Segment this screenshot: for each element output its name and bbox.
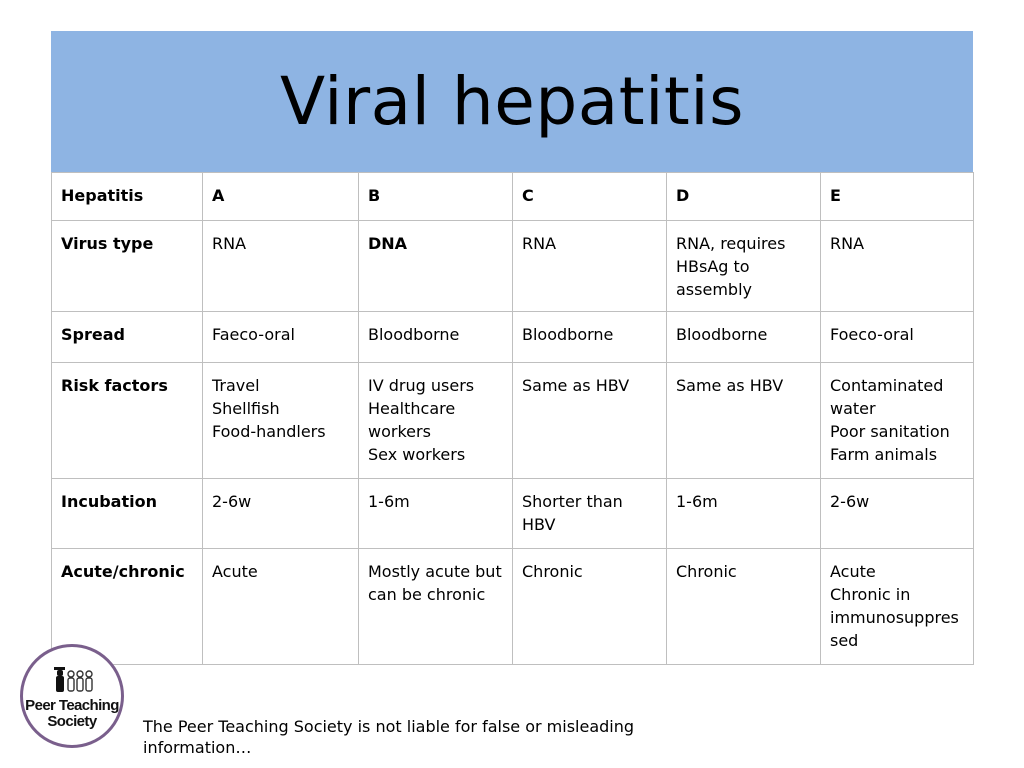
table-cell: 1-6m <box>359 479 513 549</box>
row-label: Risk factors <box>52 363 203 479</box>
table-cell: 2-6w <box>203 479 359 549</box>
table-cell: Same as HBV <box>513 363 667 479</box>
header-cell: E <box>821 173 974 221</box>
logo-text-line2: Society <box>47 713 97 730</box>
table-row <box>52 363 974 479</box>
header-cell: D <box>667 173 821 221</box>
peer-teaching-society-logo <box>20 644 124 748</box>
table-cell: Bloodborne <box>513 312 667 363</box>
table-cell: Travel Shellfish Food-handlers <box>203 363 359 479</box>
row-label: Spread <box>52 312 203 363</box>
header-cell: C <box>513 173 667 221</box>
table-cell: Chronic <box>667 549 821 665</box>
logo-text-line1: Peer Teaching <box>25 697 119 714</box>
table-cell: Foeco-oral <box>821 312 974 363</box>
disclaimer-text: The Peer Teaching Society is not liable for false or misleading information… <box>143 717 635 757</box>
header-cell: Hepatitis <box>52 173 203 221</box>
table-cell: Chronic <box>513 549 667 665</box>
table-cell: Shorter than HBV <box>513 479 667 549</box>
header-cell: A <box>203 173 359 221</box>
row-label: Virus type <box>52 221 203 312</box>
hepatitis-table <box>51 172 974 665</box>
table-row <box>52 549 974 665</box>
table-cell: Bloodborne <box>359 312 513 363</box>
table-cell: 2-6w <box>821 479 974 549</box>
title-band <box>51 31 973 172</box>
table-cell: Acute Chronic in immunosuppres sed <box>821 549 974 665</box>
table-cell: RNA, requires HBsAg to assembly <box>667 221 821 312</box>
table-cell: RNA <box>513 221 667 312</box>
table-cell: Mostly acute but can be chronic <box>359 549 513 665</box>
table-cell: DNA <box>359 221 513 312</box>
table-cell: IV drug users Healthcare workers Sex workers <box>359 363 513 479</box>
table-cell: Contaminated water Poor sanitation Farm animals <box>821 363 974 479</box>
table-row <box>52 479 974 549</box>
table-cell: Same as HBV <box>667 363 821 479</box>
slide-title: Viral hepatitis <box>279 63 745 140</box>
row-label: Incubation <box>52 479 203 549</box>
table-cell: 1-6m <box>667 479 821 549</box>
table-cell: Faeco-oral <box>203 312 359 363</box>
header-cell: B <box>359 173 513 221</box>
graduation-figures-icon <box>23 647 121 745</box>
table-row <box>52 312 974 363</box>
table-cell: Bloodborne <box>667 312 821 363</box>
table-cell: RNA <box>203 221 359 312</box>
table-header-row <box>52 173 974 221</box>
table-row <box>52 221 974 312</box>
row-label: Acute/chronic <box>52 549 203 665</box>
table-cell: RNA <box>821 221 974 312</box>
table-cell: Acute <box>203 549 359 665</box>
